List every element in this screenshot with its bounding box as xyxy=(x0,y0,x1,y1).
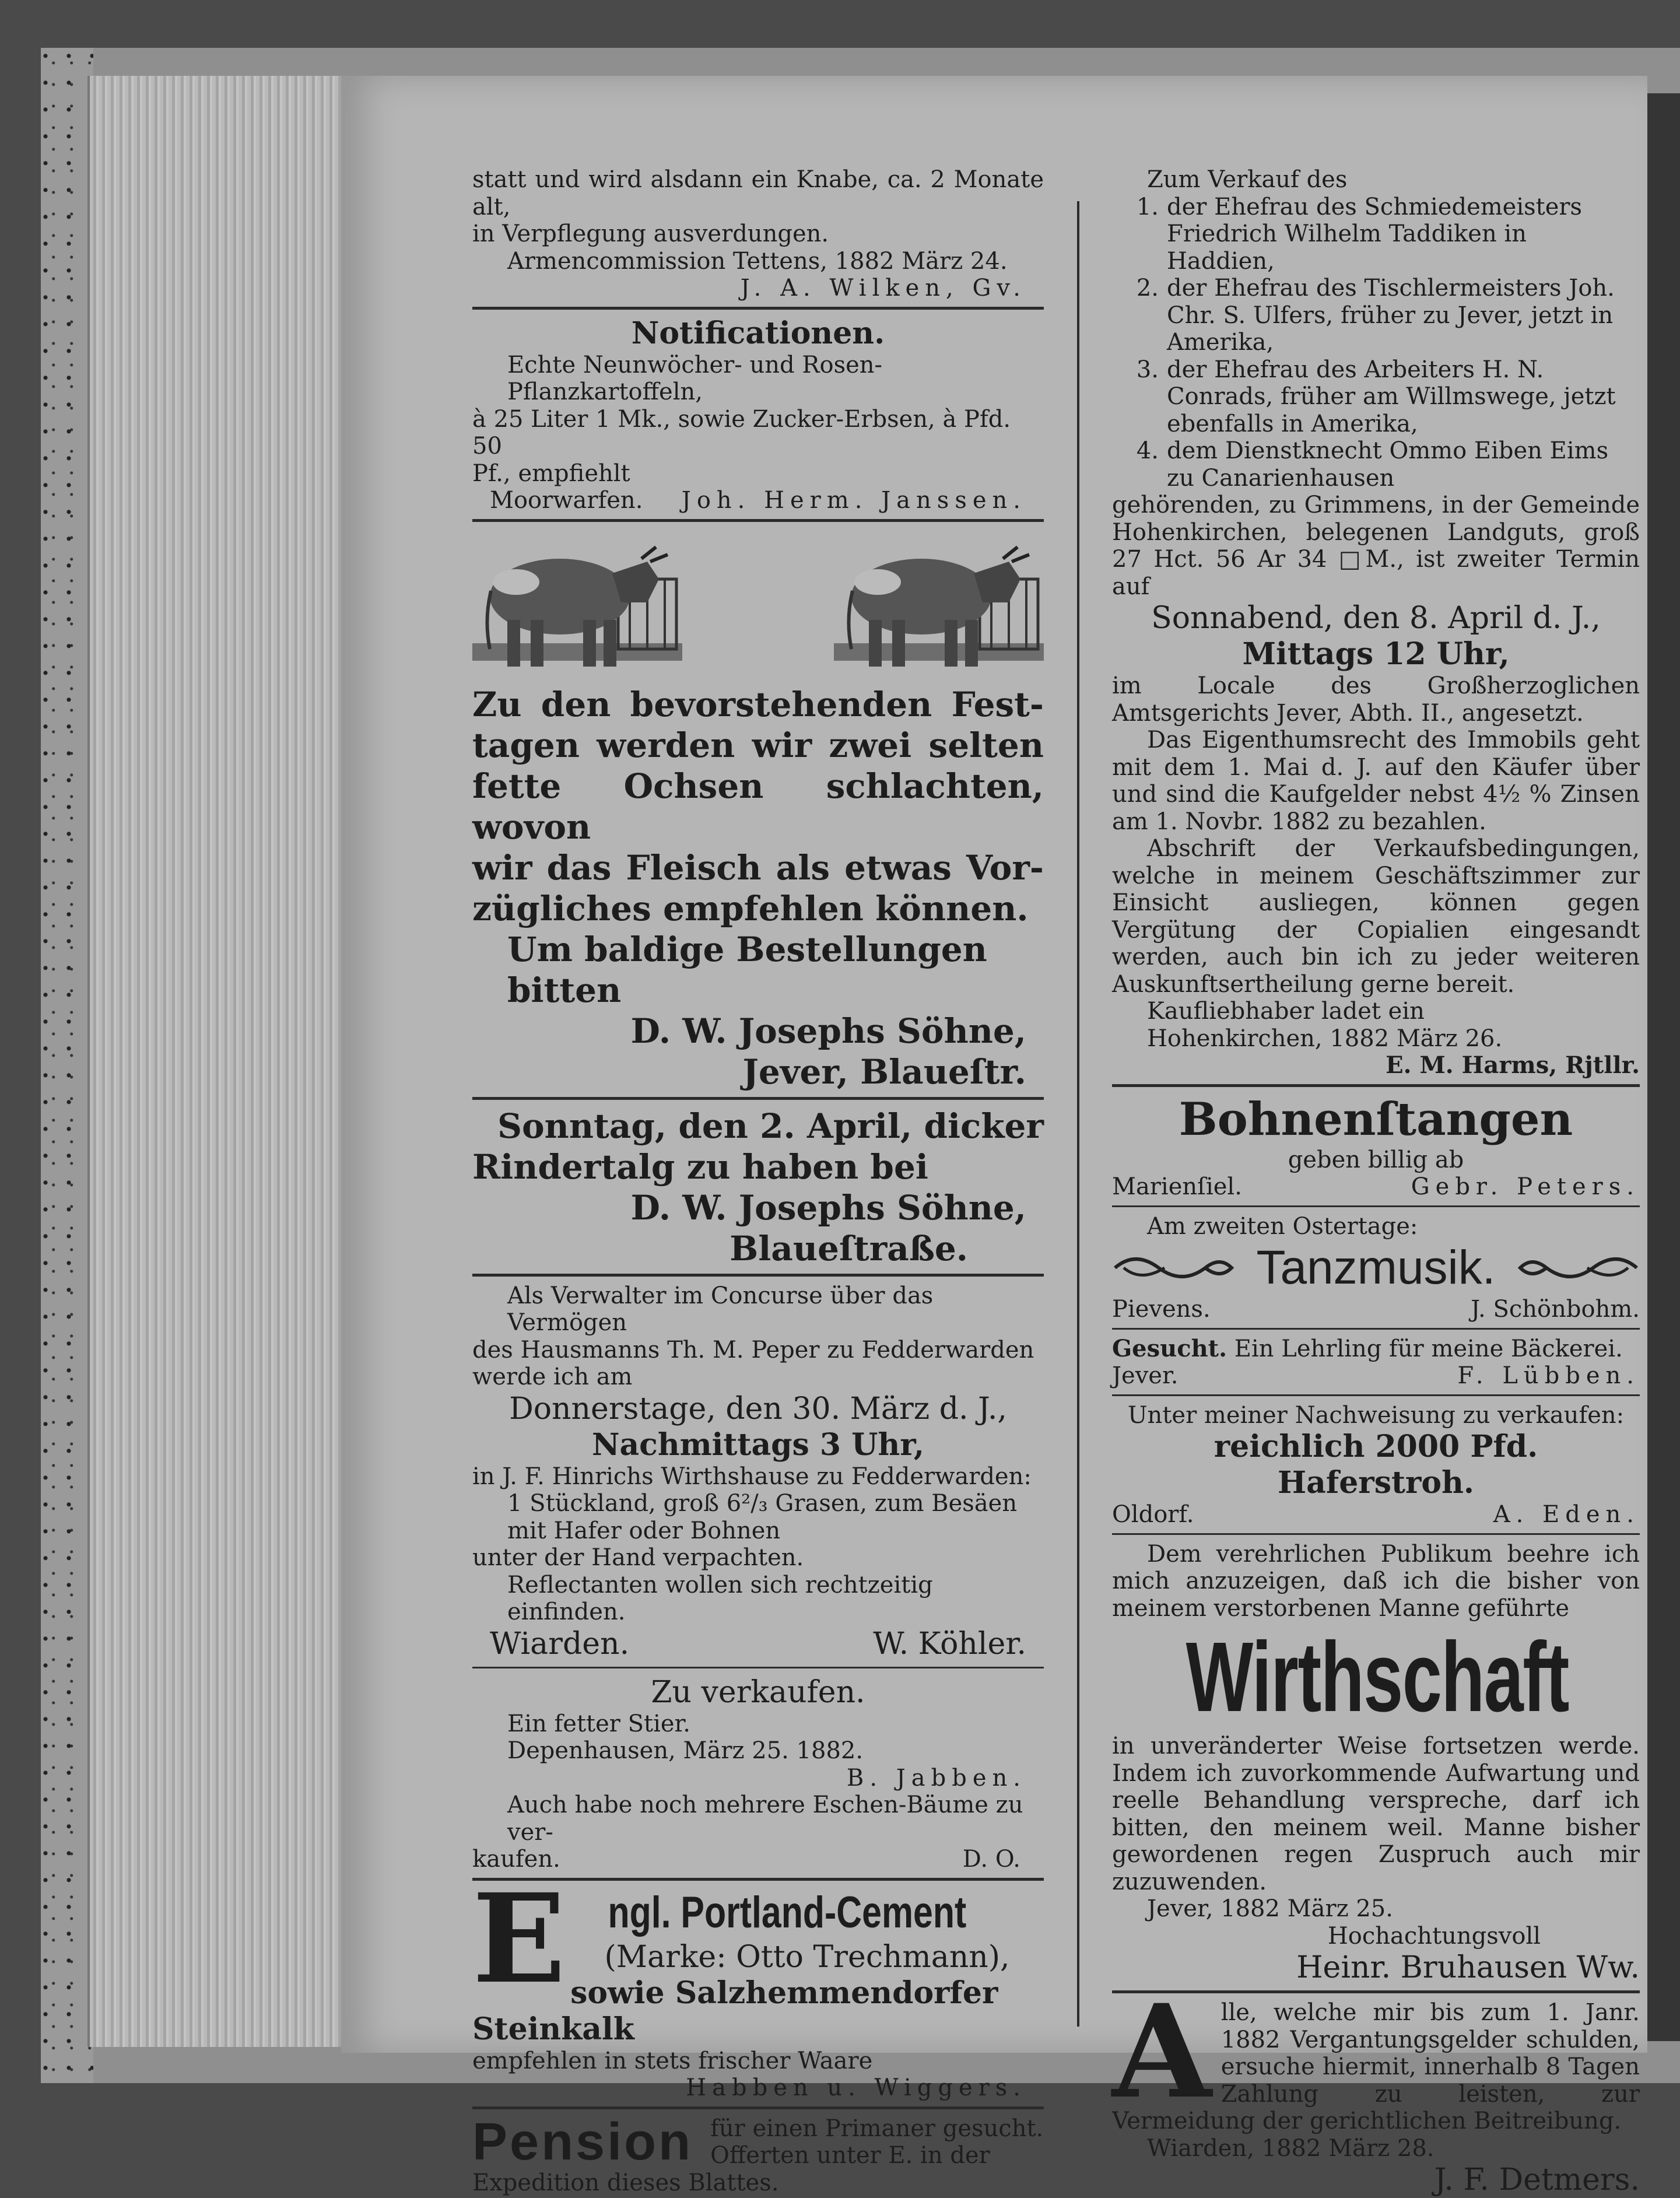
detmers-place: Wiarden, 1882 März 28. xyxy=(1147,2134,1435,2162)
detmers-signature: J. F. Detmers. xyxy=(1434,2162,1640,2197)
concurs-line8: mit Hafer oder Bohnen xyxy=(507,1517,781,1544)
ochsen-line5: zügliches empfehlen können. xyxy=(472,888,1029,928)
pension-line1: für einen Primaner gesucht. xyxy=(710,2115,1044,2142)
verkaufen-signature2: D. O. xyxy=(962,1846,1020,1873)
notif-title: Notificationen. xyxy=(631,315,885,351)
list-number: 1. xyxy=(1136,193,1159,220)
tanz-title: Tanzmusik. xyxy=(1256,1241,1496,1294)
ochsen-line2: tagen werden wir zwei selten xyxy=(472,725,1044,765)
cement-brand: (Marke: Otto Trechmann), xyxy=(604,1939,1010,1975)
cement-line2: sowie Salzhemmendorfer Steinkalk xyxy=(472,1975,998,2047)
column-divider xyxy=(1077,201,1079,2027)
verkauf-time: Mittags 12 Uhr, xyxy=(1242,636,1510,672)
list-text: der Ehefrau des Schmiedemeisters Friedrich Wilhelm Taddiken in Haddien, xyxy=(1167,193,1583,275)
cement-title: ngl. Portland-Cement xyxy=(608,1887,967,1937)
divider xyxy=(1112,1394,1640,1396)
verkaufen-line4: kaufen. xyxy=(472,1846,560,1873)
divider xyxy=(1112,1533,1640,1535)
talg-signature: D. W. Josephs Söhne, xyxy=(630,1187,1026,1228)
haferstroh-line1: Unter meiner Nachweisung zu verkaufen: xyxy=(1127,1401,1625,1429)
verkaufen-signature: B. Jabben. xyxy=(846,1764,1026,1792)
tanz-line1: Am zweiten Ostertage: xyxy=(1147,1212,1418,1240)
gesucht-ad xyxy=(1112,1335,1640,1390)
verkauf-line4: im Locale des Großherzoglichen Amtsgerichts Jever, Abth. II., angesetzt. xyxy=(1112,672,1640,727)
wirthschaft-ad xyxy=(1112,1541,1640,1986)
haferstroh-line2: reichlich 2000 Pfd. Haferstroh. xyxy=(1213,1429,1538,1501)
armen-signature: J. A. Wilken, Gv. xyxy=(740,275,1026,302)
concurs-line1: Als Verwalter im Concurse über das Vermögen xyxy=(507,1282,934,1336)
divider xyxy=(472,1274,1044,1277)
divider xyxy=(472,307,1044,310)
detmers-initial: A xyxy=(1112,1976,1212,2127)
armen-line3: Armencommission Tettens, 1882 März 24. xyxy=(507,247,1008,275)
talg-ad xyxy=(472,1106,1044,1269)
armen-notice xyxy=(472,166,1044,302)
wirthschaft-line2: in unveränderter Weise fortsetzen werde. Indem ich zuvorkommende Aufwartung und reelle Behandlung verspreche, darf ich bitten, den meinem weil. Manne bisher gewordenen regen Zuspruch auch mir zuzuwenden. xyxy=(1112,1733,1640,1895)
notif-line1: Echte Neunwöcher- und Rosen-Pflanzkartoffeln, xyxy=(507,351,883,405)
ochsen-address: Jever, Blaueſtr. xyxy=(742,1051,1026,1092)
bohnen-ad xyxy=(1112,1093,1640,1201)
tanz-place: Pievens. xyxy=(1112,1296,1211,1323)
gesucht-signature: F. Lübben. xyxy=(1457,1362,1640,1389)
divider xyxy=(472,2106,1044,2109)
verkauf-line5: Das Eigenthumsrecht des Immobils geht mit dem 1. Mai d. J. auf den Käufer über und sind die Kaufgelder nebst 4½ % Zinsen am 1. Novbr. 1882 zu bezahlen. xyxy=(1112,727,1640,835)
concurs-notice xyxy=(472,1282,1044,1662)
cement-ad xyxy=(472,1866,1044,2102)
verkaufen-line1: Ein fetter Stier. xyxy=(507,1710,690,1737)
list-text: dem Dienstknecht Ommo Eiben Eims zu Canarienhausen xyxy=(1167,437,1609,492)
list-item xyxy=(1112,437,1640,492)
gesucht-label: Gesucht. xyxy=(1112,1334,1227,1362)
concurs-line6: in J. F. Hinrichs Wirthshause zu Fedderwarden: xyxy=(472,1463,1032,1490)
haferstroh-signature: A. Eden. xyxy=(1493,1501,1640,1528)
wirthschaft-line1: Dem verehrlichen Publikum beehre ich mich anzuzeigen, daß ich die bisher von meinem verstorbenen Manne geführte xyxy=(1112,1540,1640,1622)
cement-line3: empfehlen in stets frischer Waare xyxy=(472,2047,873,2074)
haferstroh-ad xyxy=(1112,1402,1640,1529)
verkauf-line7: Kaufliebhaber ladet ein xyxy=(1147,998,1425,1025)
list-item xyxy=(1112,194,1640,275)
list-number: 4. xyxy=(1136,437,1159,464)
tanz-signature: J. Schönbohm. xyxy=(1471,1296,1640,1323)
detmers-notice xyxy=(1112,1976,1640,2198)
divider xyxy=(472,519,1044,522)
ox-illustration-left xyxy=(472,532,682,678)
divider xyxy=(1112,1084,1640,1087)
verkauf-notice xyxy=(1112,166,1640,1079)
detmers-text: lle, welche mir bis zum 1. Janr. 1882 Vergantungsgelder schulden, ersuche hiermit, innerhalb 8 Tagen Zahlung zu leisten, zur Vermeidung der gerichtlichen Beitreibung. xyxy=(1112,1999,1640,2134)
ochsen-line3: fette Ochsen schlachten, wovon xyxy=(472,766,1044,847)
tanz-ad xyxy=(1112,1213,1640,1323)
list-text: der Ehefrau des Arbeiters H. N. Conrads, früher am Willmswege, jetzt ebenfalls in Amerika, xyxy=(1167,356,1616,437)
gesucht-text: Ein Lehrling für meine Bäckerei. xyxy=(1234,1335,1623,1362)
armen-line1: statt und wird alsdann ein Knabe, ca. 2 Monate alt, xyxy=(472,166,1044,220)
page-edges xyxy=(87,76,358,2047)
cement-signature: Habben u. Wiggers. xyxy=(686,2074,1026,2101)
ochsen-line1: Zu den bevorstehenden Fest- xyxy=(472,684,1044,724)
bohnen-line1: geben billig ab xyxy=(1288,1146,1464,1173)
haferstroh-place: Oldorf. xyxy=(1112,1501,1194,1528)
ochsen-ad xyxy=(472,684,1044,1092)
notif-signature: Joh. Herm. Janssen. xyxy=(681,487,1026,514)
gesucht-place: Jever. xyxy=(1112,1362,1179,1389)
verkauf-intro: Zum Verkauf des xyxy=(1147,166,1348,193)
verkauf-line8: Hohenkirchen, 1882 März 26. xyxy=(1147,1025,1503,1052)
ornament-left-icon xyxy=(1112,1250,1234,1285)
concurs-line10: Reflectanten wollen sich rechtzeitig einfinden. xyxy=(507,1571,933,1625)
concurs-time: Nachmittags 3 Uhr, xyxy=(591,1426,925,1463)
concurs-line9: unter der Hand verpachten. xyxy=(472,1544,804,1571)
list-text: der Ehefrau des Tischlermeisters Joh. Chr. S. Ulfers, früher zu Jever, jetzt in Amerika, xyxy=(1167,275,1615,356)
bohnen-title: Bohnenſtangen xyxy=(1179,1092,1573,1146)
cover-speckle xyxy=(41,48,93,2083)
page-gutter xyxy=(1647,93,1680,2041)
wirthschaft-line3: Jever, 1882 März 25. xyxy=(1147,1895,1393,1922)
divider xyxy=(472,1667,1044,1668)
list-item xyxy=(1112,356,1640,438)
talg-address: Blaueſtraße. xyxy=(729,1228,968,1268)
notification-notice xyxy=(472,315,1044,514)
verkauf-date: Sonnabend, den 8. April d. J., xyxy=(1151,601,1601,636)
bohnen-place: Marienſiel. xyxy=(1112,1173,1242,1200)
cement-initial: E xyxy=(472,1866,566,2011)
talg-line2: Rindertalg zu haben bei xyxy=(472,1147,928,1187)
verkauf-line1: gehörenden, zu Grimmens, in der Gemeinde Hohenkirchen, belegenen Landguts, groß 27 Hct. 56 Ar 34 □M., ist zweiter Termin auf xyxy=(1112,492,1640,600)
verkauf-signature: E. M. Harms, Rjtllr. xyxy=(1386,1051,1640,1079)
notif-line3: Pf., empfiehlt xyxy=(472,460,630,487)
left-column xyxy=(472,166,1044,2196)
verkauf-line6: Abschrift der Verkaufsbedingungen, welche in meinem Geschäftszimmer zur Einsicht ausliegen, können gegen Vergütung der Copialien eingesandt werden, auch bin ich zu jeder weiteren Auskunftsertheilung gerne bereit. xyxy=(1112,835,1640,998)
ochsen-line6: Um baldige Bestellungen bitten xyxy=(507,929,987,1010)
wirthschaft-title: Wirthschaft xyxy=(1186,1622,1569,1733)
concurs-line2: des Hausmanns Th. M. Peper zu Fedderwarden xyxy=(472,1336,1034,1363)
ox-illustration-right xyxy=(834,532,1044,678)
verkaufen-title: Zu verkaufen. xyxy=(651,1674,865,1710)
ochsen-signature: D. W. Josephs Söhne, xyxy=(630,1011,1026,1051)
verkaufen-line3: Auch habe noch mehrere Eschen-Bäume zu ver- xyxy=(507,1792,1023,1846)
ochsen-line4: wir das Fleisch als etwas Vor- xyxy=(472,847,1044,888)
pension-title: Pension xyxy=(472,2112,693,2171)
divider xyxy=(472,1097,1044,1100)
list-number: 3. xyxy=(1136,356,1159,383)
bohnen-signature: Gebr. Peters. xyxy=(1411,1173,1640,1200)
notif-line2: à 25 Liter 1 Mk., sowie Zucker-Erbsen, à Pfd. 50 xyxy=(472,405,1011,460)
ox-illustrations xyxy=(472,532,1044,678)
list-number: 2. xyxy=(1136,275,1159,302)
concurs-place: Wiarden. xyxy=(490,1626,630,1661)
concurs-signature: W. Köhler. xyxy=(873,1626,1026,1661)
verkaufen-notice xyxy=(472,1674,1044,1873)
pension-line3: Expedition dieses Blattes. xyxy=(472,2169,779,2196)
ornament-right-icon xyxy=(1517,1250,1640,1285)
armen-line2: in Verpflegung ausverdungen. xyxy=(472,220,829,247)
pension-ad xyxy=(472,2112,1044,2171)
pension-line2: Offerten unter E. in der xyxy=(710,2142,990,2169)
right-column xyxy=(1112,166,1640,2198)
divider xyxy=(1112,1205,1640,1207)
concurs-line3: werde ich am xyxy=(472,1363,633,1390)
wirthschaft-line4: Hochachtungsvoll xyxy=(1327,1922,1541,1950)
talg-line1: Sonntag, den 2. April, dicker xyxy=(497,1106,1044,1146)
wirthschaft-signature: Heinr. Bruhausen Ww. xyxy=(1296,1950,1640,1985)
concurs-line7: 1 Stückland, groß 6²/₃ Grasen, zum Besäen xyxy=(507,1490,1018,1517)
newspaper-page xyxy=(341,76,1647,2197)
verkaufen-line2: Depenhausen, März 25. 1882. xyxy=(507,1737,864,1764)
divider xyxy=(1112,1328,1640,1330)
list-item xyxy=(1112,275,1640,356)
concurs-date: Donnerstage, den 30. März d. J., xyxy=(509,1391,1007,1426)
notif-place: Moorwarfen. xyxy=(490,487,643,514)
